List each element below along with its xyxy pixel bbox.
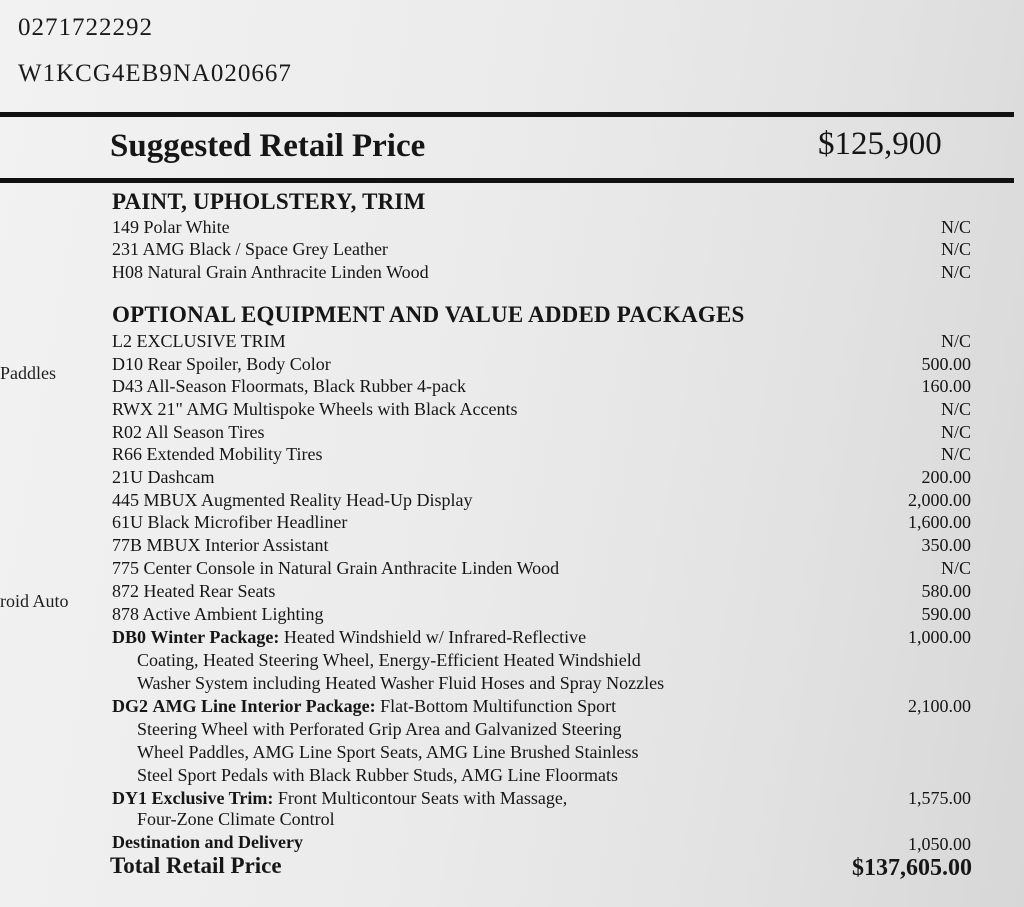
paint-item-price: N/C — [940, 217, 971, 237]
option-item-price: N/C — [940, 444, 971, 464]
item-code: 77B — [112, 535, 143, 555]
item-description: MBUX Augmented Reality Head-Up Display — [143, 490, 473, 510]
package-code: DY1 — [112, 788, 147, 808]
item-description: 21" AMG Multispoke Wheels with Black Accents — [157, 399, 518, 419]
package-item — [112, 696, 616, 717]
option-item-price: 590.00 — [921, 604, 971, 624]
option-item — [112, 376, 466, 397]
option-item — [112, 490, 472, 511]
options-section-heading: OPTIONAL EQUIPMENT AND VALUE ADDED PACKAGES — [112, 302, 745, 327]
option-item-price: 500.00 — [921, 354, 971, 374]
option-item-price: N/C — [940, 558, 971, 578]
package-title: Winter Package: — [150, 627, 280, 647]
second-rule — [0, 178, 1014, 183]
suggested-price-label: Suggested Retail Price — [110, 128, 426, 164]
option-item-price: N/C — [940, 399, 971, 419]
package-description-cont: Wheel Paddles, AMG Line Sport Seats, AMG Line Brushed Stainless — [137, 742, 639, 762]
item-code: D43 — [112, 376, 143, 396]
item-code: 872 — [112, 581, 139, 601]
destination-price: 1,050.00 — [908, 834, 971, 854]
package-item — [112, 788, 567, 809]
item-description: All-Season Floormats, Black Rubber 4-pack — [146, 376, 466, 396]
item-code: 231 — [112, 239, 139, 259]
option-item-price: 160.00 — [921, 376, 971, 396]
paint-section-heading: PAINT, UPHOLSTERY, TRIM — [112, 189, 426, 214]
item-code: 61U — [112, 512, 143, 532]
option-item-price: 580.00 — [921, 581, 971, 601]
item-code: D10 — [112, 354, 143, 374]
item-description: Polar White — [143, 217, 230, 237]
destination-label: Destination and Delivery — [112, 832, 303, 852]
margin-fragment-paddles: Paddles — [0, 363, 56, 383]
total-price: $137,605.00 — [852, 855, 972, 881]
item-description: Black Microfiber Headliner — [147, 512, 348, 532]
option-item-price: 350.00 — [921, 535, 971, 555]
option-item — [112, 558, 559, 579]
item-description: AMG Black / Space Grey Leather — [142, 239, 388, 259]
package-description-cont: Steel Sport Pedals with Black Rubber Studs, AMG Line Floormats — [137, 765, 618, 785]
option-item — [112, 444, 323, 465]
option-item — [112, 399, 518, 420]
package-description: Heated Windshield w/ Infrared-Reflective — [283, 627, 587, 647]
paint-item — [112, 262, 429, 283]
package-price: 1,575.00 — [908, 788, 971, 808]
item-code: R66 — [112, 444, 143, 464]
item-code: 149 — [112, 217, 139, 237]
paint-item — [112, 239, 388, 260]
option-item — [112, 422, 265, 443]
item-description: All Season Tires — [145, 422, 265, 442]
package-title: AMG Line Interior Package: — [152, 696, 376, 716]
package-description: Flat-Bottom Multifunction Sport — [380, 696, 617, 716]
paint-item-price: N/C — [940, 262, 971, 282]
package-title: Exclusive Trim: — [151, 788, 274, 808]
option-item-price: N/C — [940, 422, 971, 442]
reference-number: 0271722292 — [18, 14, 153, 41]
option-item-price: 1,600.00 — [908, 512, 971, 532]
item-description: Heated Rear Seats — [143, 581, 276, 601]
option-item — [112, 331, 286, 352]
package-description-cont: Four-Zone Climate Control — [137, 809, 335, 829]
item-description: Dashcam — [147, 467, 215, 487]
option-item — [112, 512, 347, 533]
total-label: Total Retail Price — [110, 853, 282, 878]
option-item — [112, 467, 214, 488]
margin-fragment-auto: roid Auto — [0, 591, 69, 611]
vin-number: W1KCG4EB9NA020667 — [18, 60, 292, 87]
item-description: Natural Grain Anthracite Linden Wood — [147, 262, 429, 282]
item-code: L2 — [112, 331, 132, 351]
item-description: Active Ambient Lighting — [142, 604, 324, 624]
package-price: 1,000.00 — [908, 627, 971, 647]
option-item-price: 200.00 — [921, 467, 971, 487]
suggested-price-value: $125,900 — [818, 126, 942, 162]
option-item — [112, 581, 275, 602]
option-item-price: N/C — [940, 331, 971, 351]
package-code: DB0 — [112, 627, 147, 647]
package-code: DG2 — [112, 696, 148, 716]
item-code: H08 — [112, 262, 143, 282]
item-code: R02 — [112, 422, 143, 442]
option-item — [112, 535, 329, 556]
paint-item-price: N/C — [940, 239, 971, 259]
package-price: 2,100.00 — [908, 696, 971, 716]
item-description: Extended Mobility Tires — [146, 444, 323, 464]
package-description: Front Multicontour Seats with Massage, — [277, 788, 568, 808]
option-item — [112, 604, 324, 625]
item-description: EXCLUSIVE TRIM — [136, 331, 286, 351]
paint-item — [112, 217, 230, 238]
item-code: 21U — [112, 467, 143, 487]
package-description-cont: Washer System including Heated Washer Fluid Hoses and Spray Nozzles — [137, 673, 665, 693]
package-description-cont: Steering Wheel with Perforated Grip Area and Galvanized Steering — [137, 719, 622, 739]
item-code: 878 — [112, 604, 139, 624]
option-item — [112, 354, 331, 375]
package-item — [112, 627, 586, 648]
item-description: Center Console in Natural Grain Anthracite Linden Wood — [143, 558, 560, 578]
item-code: 445 — [112, 490, 139, 510]
option-item-price: 2,000.00 — [908, 490, 971, 510]
top-rule — [0, 112, 1014, 117]
item-code: 775 — [112, 558, 139, 578]
package-description-cont: Coating, Heated Steering Wheel, Energy-Efficient Heated Windshield — [137, 650, 641, 670]
item-code: RWX — [112, 399, 154, 419]
item-description: Rear Spoiler, Body Color — [147, 354, 331, 374]
item-description: MBUX Interior Assistant — [146, 535, 329, 555]
